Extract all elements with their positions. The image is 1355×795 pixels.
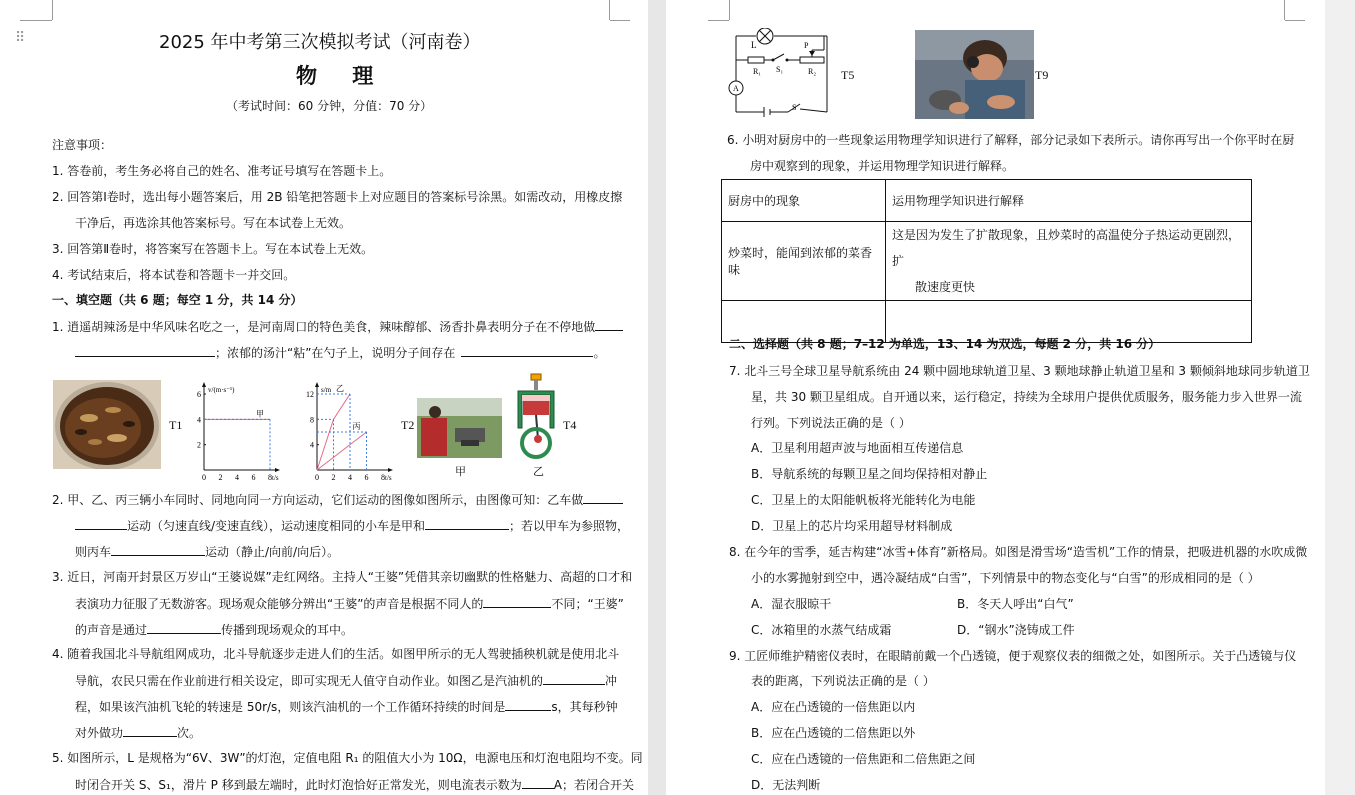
figure-label: T1 xyxy=(169,418,183,432)
table-row xyxy=(722,222,1252,301)
notice-item: 4. 考试结束后，将本试卷和答题卡一并交回。 xyxy=(52,268,296,282)
circuit-diagram xyxy=(726,28,838,120)
figure-label: T2 xyxy=(401,418,415,432)
exam-title: 2025 年中考第三次模拟考试（河南卷） xyxy=(159,32,481,53)
question-text: 5. 如图所示，L 是规格为“6V、3W”的灯泡，定值电阻 R₁ 的阻值大小为 10Ω，电源电压和灯泡电阻均不变。同 xyxy=(52,751,643,765)
notice-item: 3. 回答第Ⅱ卷时，将答案写在答题卡上。写在本试卷上无效。 xyxy=(52,242,374,256)
x-tick-label: 2 xyxy=(331,473,336,481)
option-d[interactable]: D．“钢水”浇铸成工件 xyxy=(957,623,1075,637)
q4-line: 次。 xyxy=(177,726,202,740)
y-tick-label: 6 xyxy=(197,390,201,399)
question-text xyxy=(75,672,617,689)
exam-page-left xyxy=(0,0,648,795)
question-text xyxy=(75,344,605,361)
margin-mark-left xyxy=(729,0,730,20)
question-text: 行列。下列说法正确的是（ ） xyxy=(751,416,911,430)
circuit-label: S xyxy=(792,103,797,112)
question-text: 8. 在今年的雪季，延吉构建“冰雪+体育”新格局。如图是滑雪场“造雪机”工作的情景，把吸进机器的水吹成微 xyxy=(729,545,1308,559)
circuit-label: A xyxy=(733,84,739,93)
y-tick-label: 2 xyxy=(197,440,201,450)
answer-blank[interactable] xyxy=(505,698,551,711)
notice-item: 1. 答卷前，考生务必将自己的姓名、准考证号填写在答题卡上。 xyxy=(52,164,392,178)
figure-label: T5 xyxy=(841,68,855,82)
question-text xyxy=(75,776,634,793)
question-text xyxy=(75,543,339,560)
soup-photo xyxy=(53,380,161,469)
question-text xyxy=(52,318,623,335)
engine-diagram xyxy=(512,373,560,463)
question-text: 3. 近日，河南开封景区万岁山“王婆说媒”走红网络。主持人“王婆”凭借其亲切幽默的性格魅力、高超的口才和 xyxy=(52,570,633,584)
question-text xyxy=(75,724,201,741)
answer-blank[interactable] xyxy=(583,491,623,504)
q4-line: s，其每秒钟 xyxy=(551,700,618,714)
series-label: 乙 xyxy=(336,384,344,393)
q5-line: 时闭合开关 S、S₁，滑片 P 移到最左端时，此时灯泡恰好正常发光，则电流表示数为 xyxy=(75,778,522,792)
x-tick-label: 6 xyxy=(364,473,369,481)
y-axis-label: v/(m·s⁻¹) xyxy=(208,386,235,394)
x-tick-label: 4 xyxy=(235,473,239,481)
option-a[interactable]: A．卫星利用超声波与地面相互传递信息 xyxy=(751,441,964,455)
margin-mark-left-h xyxy=(708,20,729,21)
answer-blank[interactable] xyxy=(461,344,593,357)
answer-blank[interactable] xyxy=(425,517,509,530)
drag-handle-icon[interactable]: ⠿ xyxy=(15,30,24,46)
q3-line: 传播到现场观众的耳中。 xyxy=(221,623,354,637)
circuit-label: L xyxy=(751,40,757,50)
question-text xyxy=(75,595,624,612)
question-text: 4. 随着我国北斗导航组网成功，北斗导航逐步走进人们的生活。如图甲所示的无人驾驶插秧机就是使用北斗 xyxy=(52,647,620,661)
q5-line: A；若闭合开关 xyxy=(553,778,634,792)
x-axis-arrow xyxy=(275,468,280,472)
option-b[interactable]: B．应在凸透镜的二倍焦距以外 xyxy=(751,726,916,740)
question-text: 7. 北斗三号全球卫星导航系统由 24 颗中圆地球轨道卫星、3 颗地球静止轨道卫星和 3 颗倾斜地球同步轨道卫 xyxy=(729,364,1310,378)
section-heading: 二、选择题（共 8 题；7–12 为单选，13、14 为双选，每题 2 分，共 16 分） xyxy=(729,337,1161,351)
table-header-cell: 运用物理学知识进行解释 xyxy=(886,180,1252,222)
notice-item: 2. 回答第Ⅰ卷时，选出每小题答案后，用 2B 铅笔把答题卡上对应题目的答案标号涂黑。如需改动，用橡皮擦 xyxy=(52,190,623,204)
question-text: 小的水雾抛射到空中，遇冷凝结成“白雪”，下列情景中的物态变化与“白雪”的形成相同的是（ ） xyxy=(751,571,1260,585)
y-axis-arrow xyxy=(315,382,319,387)
series-label: 甲 xyxy=(256,409,264,419)
question-text: 星，共 30 颗卫星组成。自开通以来，运行稳定，持续为全球用户提供优质服务，服务能力步入世界一流 xyxy=(751,390,1302,404)
answer-blank[interactable] xyxy=(595,318,623,331)
option-c[interactable]: C．冰箱里的水蒸气结成霜 xyxy=(751,623,892,637)
circuit-label: R₂ xyxy=(808,67,817,76)
circuit-label: R₁ xyxy=(753,67,762,76)
notice-item: 干净后，再选涂其他答案标号。写在本试卷上无效。 xyxy=(75,216,352,230)
q4-line: 导航，农民只需在作业前进行相关设定，即可实现无人值守自动作业。如图乙是汽油机的 xyxy=(75,674,544,688)
subject-title: 物 理 xyxy=(296,63,388,88)
q4-line: 程，如果该汽油机飞轮的转速是 50r/s，则该汽油机的一个工作循环持续的时间是 xyxy=(75,700,506,714)
x-axis-label: t/s xyxy=(385,474,392,481)
figure-label: T4 xyxy=(563,418,577,432)
question-text xyxy=(75,621,353,638)
answer-blank[interactable] xyxy=(75,344,215,357)
answer-blank[interactable] xyxy=(111,543,205,556)
option-c[interactable]: C．应在凸透镜的一倍焦距和二倍焦距之间 xyxy=(751,752,976,766)
margin-mark-right-h xyxy=(610,20,630,21)
table-cell: 炒菜时，能闻到浓郁的菜香味 xyxy=(722,222,886,301)
x-tick-label: 6 xyxy=(251,473,256,481)
option-b[interactable]: B．导航系统的每颗卫星之间均保持相对静止 xyxy=(751,467,988,481)
section-heading: 一、填空题（共 6 题；每空 1 分，共 14 分） xyxy=(52,293,303,307)
x-axis-label: t/s xyxy=(272,474,279,481)
series-label: 丙 xyxy=(352,422,361,431)
option-d[interactable]: D．卫星上的芯片均采用超导材料制成 xyxy=(751,519,953,533)
q3-line: 的声音是通过 xyxy=(75,623,148,637)
x-tick-label: 8 xyxy=(268,473,272,481)
option-c[interactable]: C．卫星上的太阳能帆板将光能转化为电能 xyxy=(751,493,976,507)
q4-line: 冲 xyxy=(605,674,618,688)
figure-caption: 甲 xyxy=(455,465,466,478)
option-a[interactable]: A．应在凸透镜的一倍焦距以内 xyxy=(751,700,916,714)
y-axis-arrow xyxy=(202,382,206,387)
y-axis-label: s/m xyxy=(321,386,332,394)
question-text: 房中观察到的现象，并运用物理学知识进行解释。 xyxy=(750,159,1015,173)
series-line xyxy=(317,432,367,470)
margin-mark-right xyxy=(1284,0,1285,20)
option-a[interactable]: A．湿衣服晾干 xyxy=(751,597,832,611)
answer-blank[interactable] xyxy=(147,621,221,634)
q1-line: 。 xyxy=(593,346,606,360)
question-text xyxy=(75,517,629,534)
q3-line: 表演功力征服了无数游客。现场观众能够分辨出“王婆”的声音是根据不同人的 xyxy=(75,597,484,611)
scrollbar-track[interactable] xyxy=(1325,0,1355,795)
circuit-label: S₁ xyxy=(776,65,784,74)
question-text: 表的距离，下列说法正确的是（ ） xyxy=(751,674,935,688)
question-text: 6. 小明对厨房中的一些现象运用物理学知识进行了解释，部分记录如下表所示。请你再写出一个你平时在厨 xyxy=(727,133,1295,147)
question-text xyxy=(52,491,623,508)
table-row xyxy=(722,180,1252,222)
x-tick-label: 8 xyxy=(381,473,385,481)
notice-heading: 注意事项： xyxy=(52,138,113,152)
y-tick-label: 8 xyxy=(310,415,314,425)
q2-line: 则丙车 xyxy=(75,545,112,559)
question-text xyxy=(75,698,618,715)
table-cell xyxy=(886,222,1252,301)
distance-time-chart xyxy=(303,373,403,481)
q2-line: ；若以甲车为参照物， xyxy=(509,519,630,533)
figure-caption: 乙 xyxy=(533,465,544,478)
margin-mark-left xyxy=(52,0,53,20)
table-header-cell: 厨房中的现象 xyxy=(722,180,886,222)
question-text: 9. 工匠师维护精密仪表时，在眼睛前戴一个凸透镜，便于观察仪表的细微之处，如图所示。关于凸透镜与仪 xyxy=(729,649,1297,663)
x-axis-arrow xyxy=(388,468,393,472)
margin-mark-right-h xyxy=(1285,20,1305,21)
table-cell-line: 这是因为发生了扩散现象，且炒菜时的高温使分子热运动更剧烈，扩 xyxy=(892,228,1241,268)
velocity-time-chart xyxy=(190,373,290,481)
answer-blank[interactable] xyxy=(483,595,551,608)
margin-mark-left-h xyxy=(20,20,52,21)
transplanter-photo xyxy=(417,398,502,458)
y-tick-label: 4 xyxy=(197,415,201,425)
y-tick-label: 12 xyxy=(306,390,314,399)
answer-blank[interactable] xyxy=(522,776,554,789)
circuit-label: P xyxy=(804,41,809,50)
q1-line: ；浓郁的汤汁“粘”在勺子上，说明分子间存在 xyxy=(215,346,456,360)
x-tick-label: 0 xyxy=(315,473,319,481)
x-tick-label: 0 xyxy=(202,473,206,481)
q1-line: 1. 逍遥胡辣汤是中华风味名吃之一，是河南周口的特色美食，辣味醇郁、汤香扑鼻表明分子在不停地做 xyxy=(52,320,596,334)
q2-line: 运动（静止/向前/向后）。 xyxy=(205,545,340,559)
x-tick-label: 2 xyxy=(218,473,223,481)
figure-label: T9 xyxy=(1035,68,1049,82)
craftsman-photo xyxy=(915,30,1034,119)
answer-blank[interactable] xyxy=(123,724,177,737)
q4-line: 对外做功 xyxy=(75,726,124,740)
exam-info: （考试时间：60 分钟，分值：70 分） xyxy=(226,99,433,113)
answer-blank[interactable] xyxy=(543,672,605,685)
kitchen-phenomena-table xyxy=(721,179,1252,343)
q2-line: 2. 甲、乙、丙三辆小车同时、同地向同一方向运动，它们运动的图像如图所示，由图像可知：乙车做 xyxy=(52,493,584,507)
q2-line: 运动（匀速直线/变速直线），运动速度相同的小车是甲和 xyxy=(127,519,426,533)
option-d[interactable]: D．无法判断 xyxy=(751,778,821,792)
margin-mark-right xyxy=(609,0,610,20)
q3-line: 不同；“王婆” xyxy=(551,597,624,611)
answer-blank[interactable] xyxy=(75,517,127,530)
option-b[interactable]: B．冬天人呼出“白气” xyxy=(957,597,1074,611)
y-tick-label: 4 xyxy=(310,440,314,450)
x-tick-label: 4 xyxy=(348,473,352,481)
table-cell-line: 散速度更快 xyxy=(915,280,976,294)
